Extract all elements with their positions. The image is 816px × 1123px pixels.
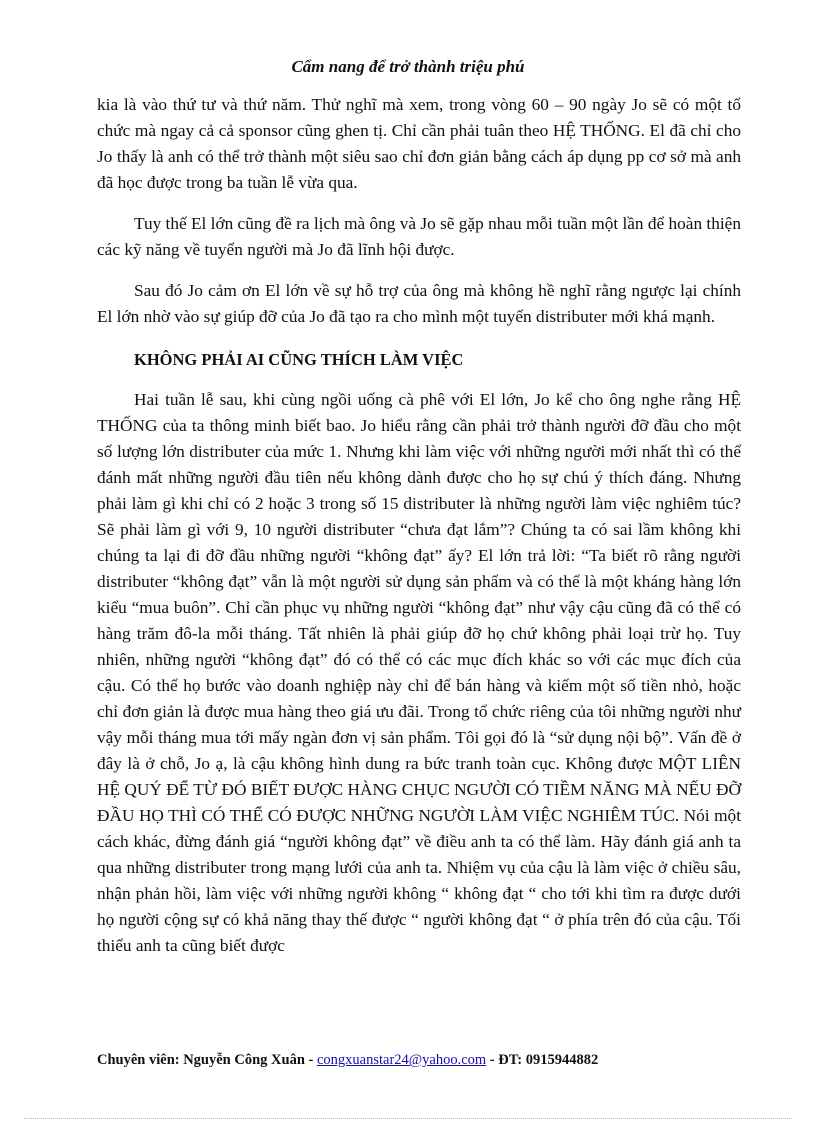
footer-phone: - ĐT: 0915944882 <box>486 1052 599 1068</box>
footer-email-link[interactable]: congxuanstar24@yahoo.com <box>316 1052 487 1068</box>
section-heading: KHÔNG PHẢI AI CŨNG THÍCH LÀM VIỆC <box>134 350 464 369</box>
page-header: Cẩm nang để trở thành triệu phú <box>291 57 525 76</box>
document-body <box>97 92 741 959</box>
paragraph-continuation: kia là vào thứ tư và thứ năm. Thử nghĩ mà xem, trong vòng 60 – 90 ngày Jo sẽ có một tổ chức mà ngay cả cả sponsor cũng ghen tị. Chỉ cần phải tuân theo HỆ THỐNG. El đã chỉ cho Jo thấy là anh có thể trở thành một siêu sao chỉ đơn giản bằng cách áp dụng pp cơ sở mà anh đã học được trong ba tuần lễ vừa qua. <box>97 95 741 192</box>
paragraph: Sau đó Jo cảm ơn El lớn về sự hỗ trợ của ông mà không hề nghĩ rằng ngược lại chính El lớn nhờ vào sự giúp đỡ của Jo đã tạo ra cho mình một tuyến distributer mới khá mạnh. <box>97 281 741 326</box>
paragraph: Hai tuần lễ sau, khi cùng ngồi uống cà phê với El lớn, Jo kể cho ông nghe rằng HỆ THỐNG của ta thông minh biết bao. Jo hiểu rằng cần phải trở thành người đỡ đầu cho một số lượng lớn distributer của mức 1. Nhưng khi làm việc với những người mới nhất thì có thể đánh mất những người đầu tiên nếu không dành được cho họ sự chú ý thích đáng. Nhưng phải làm gì khi chỉ có 2 hoặc 3 trong số 15 distributer là những người làm việc nghiêm túc? Sẽ phải làm gì với 9, 10 người distributer “chưa đạt lắm”? Chúng ta có sai lầm không khi chúng ta lại đi đỡ đầu những người “không đạt” ấy? El lớn trả lời: “Ta biết rõ rằng người distributer “không đạt” vẫn là một người sử dụng sản phẩm và có thể là một kháng hàng lớn kiểu “mua buôn”. Chỉ cần phục vụ những người “không đạt” như vậy cậu cũng đã có thể có hàng trăm đô-la mỗi tháng. Tất nhiên là phải giúp đỡ họ chứ không phải loại trừ họ. Tuy nhiên, những người “không đạt” đó có thể có các mục đích khác so với các mục đích của cậu. Có thể họ bước vào doanh nghiệp này chỉ để bán hàng và kiếm một số tiền nhỏ, hoặc chỉ đơn giản là được mua hàng theo giá ưu đãi. Trong tổ chức riêng của tôi những người như vậy mỗi tháng mua tới mấy ngàn đơn vị sản phẩm. Tôi gọi đó là “sử dụng nội bộ”. Vấn đề ở đây là ở chỗ, Jo ạ, là cậu không hình dung ra bức tranh toàn cục. Không được MỘT LIÊN HỆ QUÝ ĐỂ TỪ ĐÓ BIẾT ĐƯỢC HÀNG CHỤC NGƯỜI CÓ TIỀM NĂNG MÀ NẾU ĐỠ ĐẦU HỌ THÌ CÓ THỂ CÓ ĐƯỢC NHỮNG NGƯỜI LÀM VIỆC NGHIÊM TÚC. Nói một cách khác, đừng đánh giá “người không đạt” về điều anh ta có thể làm. Hãy đánh giá anh ta qua những distributer trong mạng lưới của anh ta. Nhiệm vụ của cậu là làm việc ở chiều sâu, nhận phản hồi, làm việc với những người không “ không đạt “ cho tới khi tìm ra được dưới họ người cộng sự có khả năng thay thế được “ người không đạt “ ở phía trên đó của cậu. Tối thiểu anh ta cũng biết được <box>97 390 741 955</box>
paragraph: Tuy thế El lớn cũng đề ra lịch mà ông và Jo sẽ gặp nhau mỗi tuần một lần để hoàn thiện các kỹ năng về tuyển người mà Jo đã lĩnh hội được. <box>97 214 741 259</box>
footer-author: Chuyên viên: Nguyễn Công Xuân - <box>97 1052 317 1068</box>
page-footer <box>97 1050 757 1070</box>
page-bottom-divider <box>24 1118 792 1119</box>
